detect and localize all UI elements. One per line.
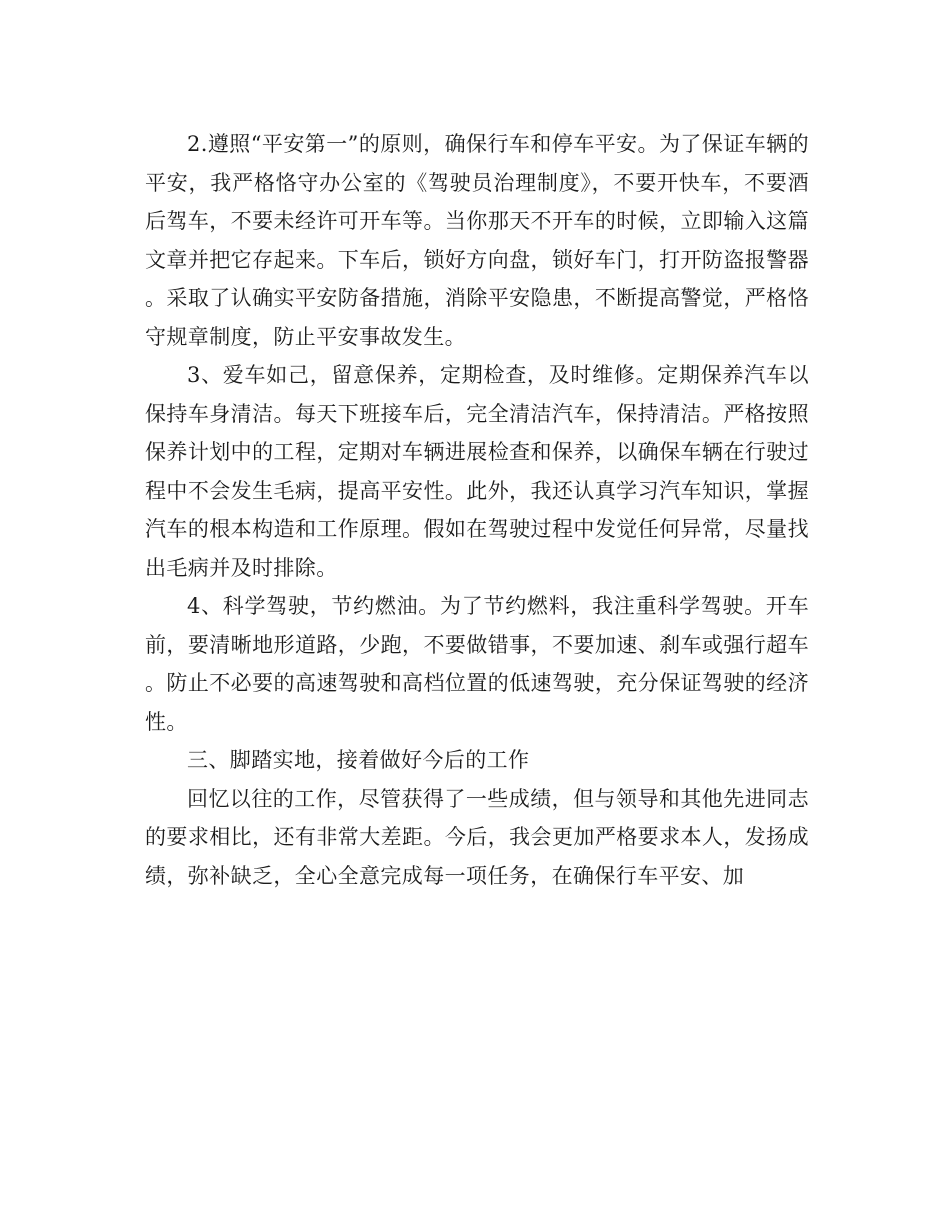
paragraph-safety-driving: 2.遵照“平安第一”的原则，确保行车和停车平安。为了保证车辆的平安，我严格恪守办公室的《驾驶员治理制度》，不要开快车，不要酒后驾车，不要未经许可开车等。当你那天不开车的时候，立即输入这篇文章并把它存起来。下车后，锁好方向盘，锁好车门，打开防盗报警器。采取了认确实平安防备措施，消除平安隐患，不断提高警觉，严格恪守规章制度，防止平安事故发生。	[145, 132, 809, 349]
document-body	[145, 125, 809, 895]
paragraph-fuel-saving: 4、科学驾驶，节约燃油。为了节约燃料，我注重科学驾驶。开车前，要清晰地形道路，少跑，不要做错事，不要加速、刹车或强行超车。防止不必要的高速驾驶和高档位置的低速驾驶，充分保证驾驶的经济性。	[145, 594, 809, 734]
section-heading: 三、脚踏实地，接着做好今后的工作	[187, 748, 530, 772]
paragraph-vehicle-maintenance: 3、爱车如己，留意保养，定期检查，及时维修。定期保养汽车以保持车身清洁。每天下班接车后，完全清洁汽车，保持清洁。严格按照保养计划中的工程，定期对车辆进展检查和保养，以确保车辆在行驶过程中不会发生毛病，提高平安性。此外，我还认真学习汽车知识，掌握汽车的根本构造和工作原理。假如在驾驶过程中发觉任何异常，尽量找出毛病并及时排除。	[145, 363, 809, 580]
paragraph-future-work: 回忆以往的工作，尽管获得了一些成绩，但与领导和其他先进同志的要求相比，还有非常大差距。今后，我会更加严格要求本人，发扬成绩，弥补缺乏，全心全意完成每一项任务，在确保行车平安、加	[145, 786, 809, 888]
